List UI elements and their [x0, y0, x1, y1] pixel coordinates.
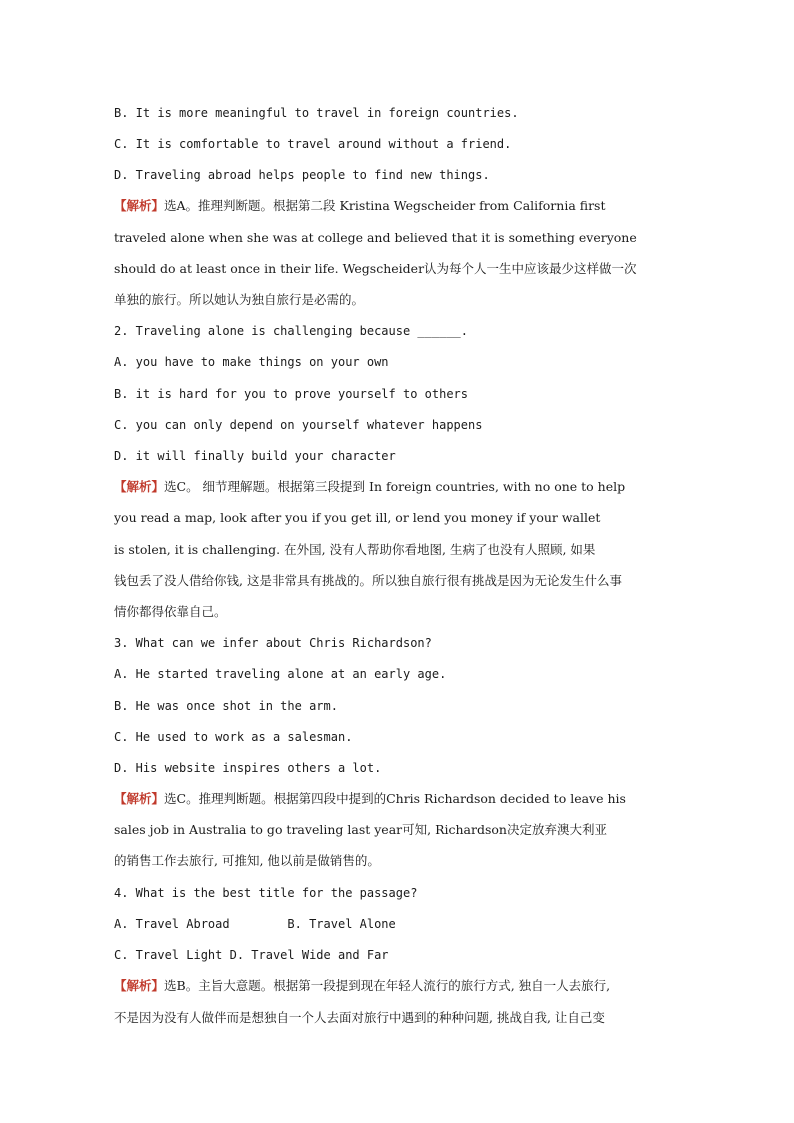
q1-analysis-line-2: traveled alone when she was at college and believed that it is something everyone: [114, 230, 637, 245]
q2-analysis-line-3: is stolen, it is challenging. 在外国, 没有人帮助你看地图, 生病了也没有人照顾, 如果: [114, 542, 596, 557]
q4-analysis-line-1: [114, 977, 680, 995]
q2-analysis-line-5: 情你都得依靠自己。: [114, 604, 227, 619]
q3-analysis-line-1: [114, 790, 680, 808]
q3-option-a: A. He started traveling alone at an early age.: [114, 667, 447, 681]
analysis-tag: 【解析】: [114, 978, 165, 993]
analysis-text: 选B。主旨大意题。根据第一段提到现在年轻人流行的旅行方式, 独自一人去旅行,: [164, 978, 611, 993]
q2-analysis-line-4: 钱包丢了没人借给你钱, 这是非常具有挑战的。所以独自旅行很有挑战是因为无论发生什么事: [114, 573, 622, 588]
analysis-tag: 【解析】: [114, 479, 165, 494]
q1-analysis-line-3: should do at least once in their life. Wegscheider认为每个人一生中应该最少这样做一次: [114, 261, 637, 276]
q2-analysis-line-2: you read a map, look after you if you get ill, or lend you money if your wallet: [114, 510, 601, 525]
analysis-text: 选A。推理判断题。根据第二段 Kristina Wegscheider from California first: [164, 198, 606, 213]
q3-analysis-line-3: 的销售工作去旅行, 可推知, 他以前是做销售的。: [114, 853, 380, 868]
q1-analysis-line-4: 单独的旅行。所以她认为独自旅行是必需的。: [114, 292, 365, 307]
q2-analysis-line-1: [114, 478, 680, 496]
q1-option-d: D. Traveling abroad helps people to find new things.: [114, 168, 490, 182]
q3-option-b: B. He was once shot in the arm.: [114, 699, 338, 713]
analysis-text: 选C。推理判断题。根据第四段中提到的Chris Richardson decided to leave his: [164, 791, 626, 806]
q1-option-b: B. It is more meaningful to travel in foreign countries.: [114, 106, 519, 120]
analysis-text: 选C。 细节理解题。根据第三段提到 In foreign countries, with no one to help: [164, 479, 626, 494]
q3-option-c: C. He used to work as a salesman.: [114, 730, 353, 744]
q2-option-b: B. it is hard for you to prove yourself to others: [114, 387, 469, 401]
analysis-tag: 【解析】: [114, 198, 165, 213]
q2-option-c: C. you can only depend on yourself whatever happens: [114, 418, 483, 432]
q2-question: 2. Traveling alone is challenging because ______.: [114, 324, 469, 338]
q1-option-c: C. It is comfortable to travel around without a friend.: [114, 137, 512, 151]
q3-question: 3. What can we infer about Chris Richardson?: [114, 636, 432, 650]
q4-analysis-line-2: 不是因为没有人做伴而是想独自一个人去面对旅行中遇到的种种问题, 挑战自我, 让自己变: [114, 1010, 605, 1025]
q3-analysis-line-2: sales job in Australia to go traveling last year可知, Richardson决定放弃澳大利亚: [114, 822, 607, 837]
q2-option-d: D. it will finally build your character: [114, 449, 396, 463]
q1-analysis-line-1: [114, 197, 680, 215]
q3-option-d: D. His website inspires others a lot.: [114, 761, 382, 775]
q2-option-a: A. you have to make things on your own: [114, 355, 389, 369]
q4-options-cd: C. Travel Light D. Travel Wide and Far: [114, 948, 389, 962]
analysis-tag: 【解析】: [114, 791, 165, 806]
q4-question: 4. What is the best title for the passage?: [114, 886, 418, 900]
q4-options-ab: A. Travel Abroad B. Travel Alone: [114, 917, 396, 931]
